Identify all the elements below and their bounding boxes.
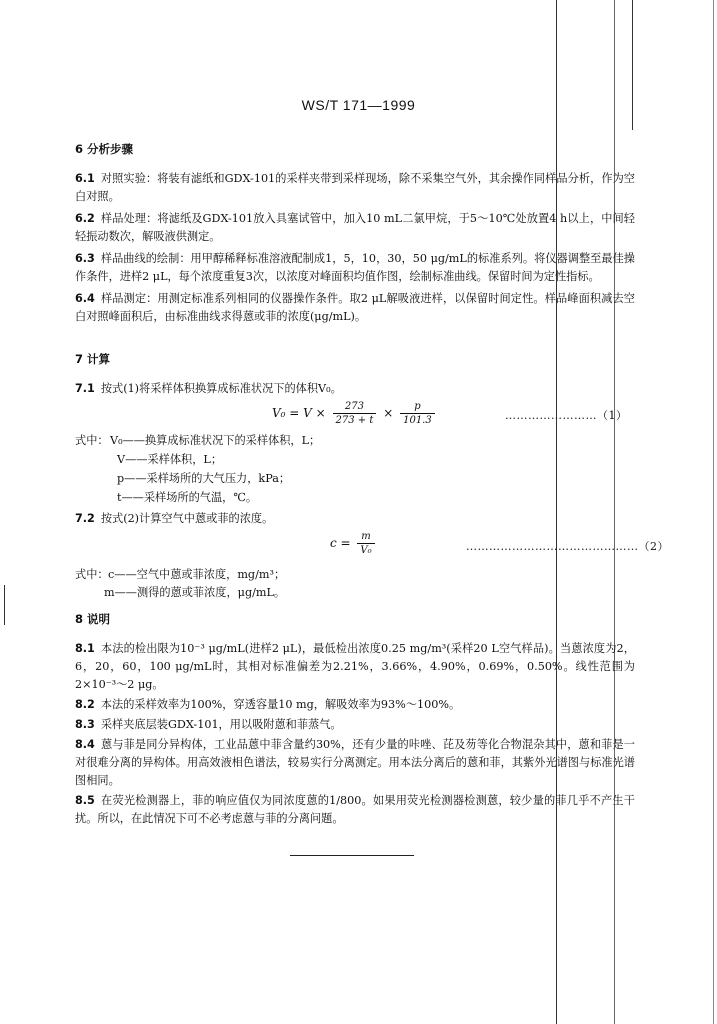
formula-lhs: c = [330, 536, 351, 550]
section-heading: 8 说明 [75, 612, 111, 626]
section-7 [75, 350, 635, 398]
numerator: 273 [333, 400, 377, 414]
clause-number: 8.5 [75, 794, 95, 807]
clause-number: 7.1 [75, 382, 95, 395]
clause-text: 对照实验：将装有滤纸和GDX-101的采样夹带到采样现场，除不采集空气外，其余操作同样品分析，作为空白对照。 [75, 172, 635, 203]
fraction [333, 400, 377, 427]
denominator: 273 + t [335, 415, 374, 426]
clause-number: 6.3 [75, 252, 95, 265]
clause-number: 8.1 [75, 642, 95, 655]
denominator: 101.3 [403, 415, 432, 426]
numerator: m [357, 530, 374, 544]
clause-number: 7.2 [75, 512, 95, 525]
clause-text: 蒽与菲是同分异构体，工业品蒽中菲含量约30%，还有少量的咔唑、芘及芴等化合物混杂其中，蒽和菲是一对很难分离的异构体。用高效液相色谱法，较易实行分离测定。用本法分离后的蒽和菲，其紫外光谱图与标准光谱图相同。 [75, 738, 635, 787]
clause-8-3 [75, 716, 635, 734]
clause-text: 样品曲线的绘制：用甲醇稀释标准溶液配制成1，5，10，30，50 μg/mL的标准系列。将仪器调整至最佳操作条件，进样2 μL，每个浓度重复3次，以浓度对峰面积均值作图，绘制标准曲线。保留时间为定性指标。 [75, 252, 635, 283]
definition: c——空气中蒽或菲浓度，mg/m³； [108, 568, 286, 581]
definition: V——采样体积，L； [117, 453, 223, 466]
fraction [357, 530, 374, 557]
where-label: 式中： [75, 434, 109, 447]
formula-2 [330, 530, 378, 557]
clause-7-2 [75, 510, 635, 528]
clause-text: 采样夹底层装GDX-101，用以吸附蒽和菲蒸气。 [100, 718, 342, 731]
clause-number: 6.4 [75, 292, 95, 305]
end-rule [290, 855, 414, 856]
clause-text: 本法的采样效率为100%，穿透容量10 mg，解吸效率为93%～100%。 [100, 698, 461, 711]
clause-number: 8.2 [75, 698, 95, 711]
where-label: 式中： [75, 568, 109, 581]
definition: p——采样场所的大气压力，kPa； [117, 472, 291, 485]
equation-number-1: ……………………（1） [505, 409, 628, 422]
clause-text: 本法的检出限为10⁻³ μg/mL(进样2 μL)，最低检出浓度0.25 mg/m³(采样20 L空气样品)。当蒽浓度为2，6，20，60，100 μg/mL时，其相对标准偏差为2.21%，3.66%，4.90%，0.69%，0.50%。线性范围为2×10⁻³～2 μg。 [75, 642, 635, 691]
scan-edge-line [713, 0, 714, 1024]
clause-6-4 [75, 290, 635, 326]
clause-8-4 [75, 736, 635, 790]
definition: m——测得的蒽或菲浓度，μg/mL。 [104, 586, 286, 599]
clause-8-5 [75, 792, 635, 828]
clause-8-1 [75, 640, 635, 694]
clause-number: 8.3 [75, 718, 95, 731]
clause-text: 样品测定：用测定标准系列相同的仪器操作条件。取2 μL解吸液进样，以保留时间定性。样品峰面积减去空白对照峰面积后，由标准曲线求得蒽或菲的浓度(μg/mL)。 [75, 292, 635, 323]
clause-6-3 [75, 250, 635, 286]
clause-8-2 [75, 696, 635, 714]
formula-1 [272, 400, 438, 427]
page-header-standard-no: WS/T 171—1999 [301, 97, 416, 113]
clause-number: 8.4 [75, 738, 95, 751]
clause-6-2 [75, 210, 635, 246]
clause-text: 在荧光检测器上，菲的响应值仅为同浓度蒽的1/800。如果用荧光检测器检测蒽，较少量的菲几乎不产生干扰。所以，在此情况下可不必考虑蒽与菲的分离问题。 [75, 794, 635, 825]
section-heading: 7 计算 [75, 352, 111, 366]
section-heading: 6 分析步骤 [75, 142, 134, 156]
clause-6-1 [75, 170, 635, 206]
formula-lhs: V₀ = V × [272, 406, 326, 420]
definition: t——采样场所的气温，℃。 [117, 491, 258, 504]
definition: V₀——换算成标准状况下的采样体积，L； [110, 434, 321, 447]
clause-text: 样品处理：将滤纸及GDX-101放入具塞试管中，加入10 mL二氯甲烷，于5～10℃处放置4 h以上，中间轻轻振动数次，解吸液供测定。 [75, 212, 635, 243]
numerator: p [400, 400, 435, 414]
clause-text: 按式(2)计算空气中蒽或菲的浓度。 [100, 512, 274, 525]
clause-text: 按式(1)将采样体积换算成标准状况下的体积V₀。 [100, 382, 342, 395]
section-6 [75, 140, 635, 326]
scan-edge-line [4, 585, 5, 625]
clause-number: 6.1 [75, 172, 95, 185]
clause-7-2-wrap [75, 510, 635, 528]
clause-number: 6.2 [75, 212, 95, 225]
formula-operator: × [383, 406, 394, 420]
clause-7-1 [75, 380, 635, 398]
denominator: V₀ [360, 545, 372, 556]
fraction [400, 400, 435, 427]
section-8 [75, 610, 635, 828]
equation-number-2: ………………………………………（2） [466, 540, 669, 553]
